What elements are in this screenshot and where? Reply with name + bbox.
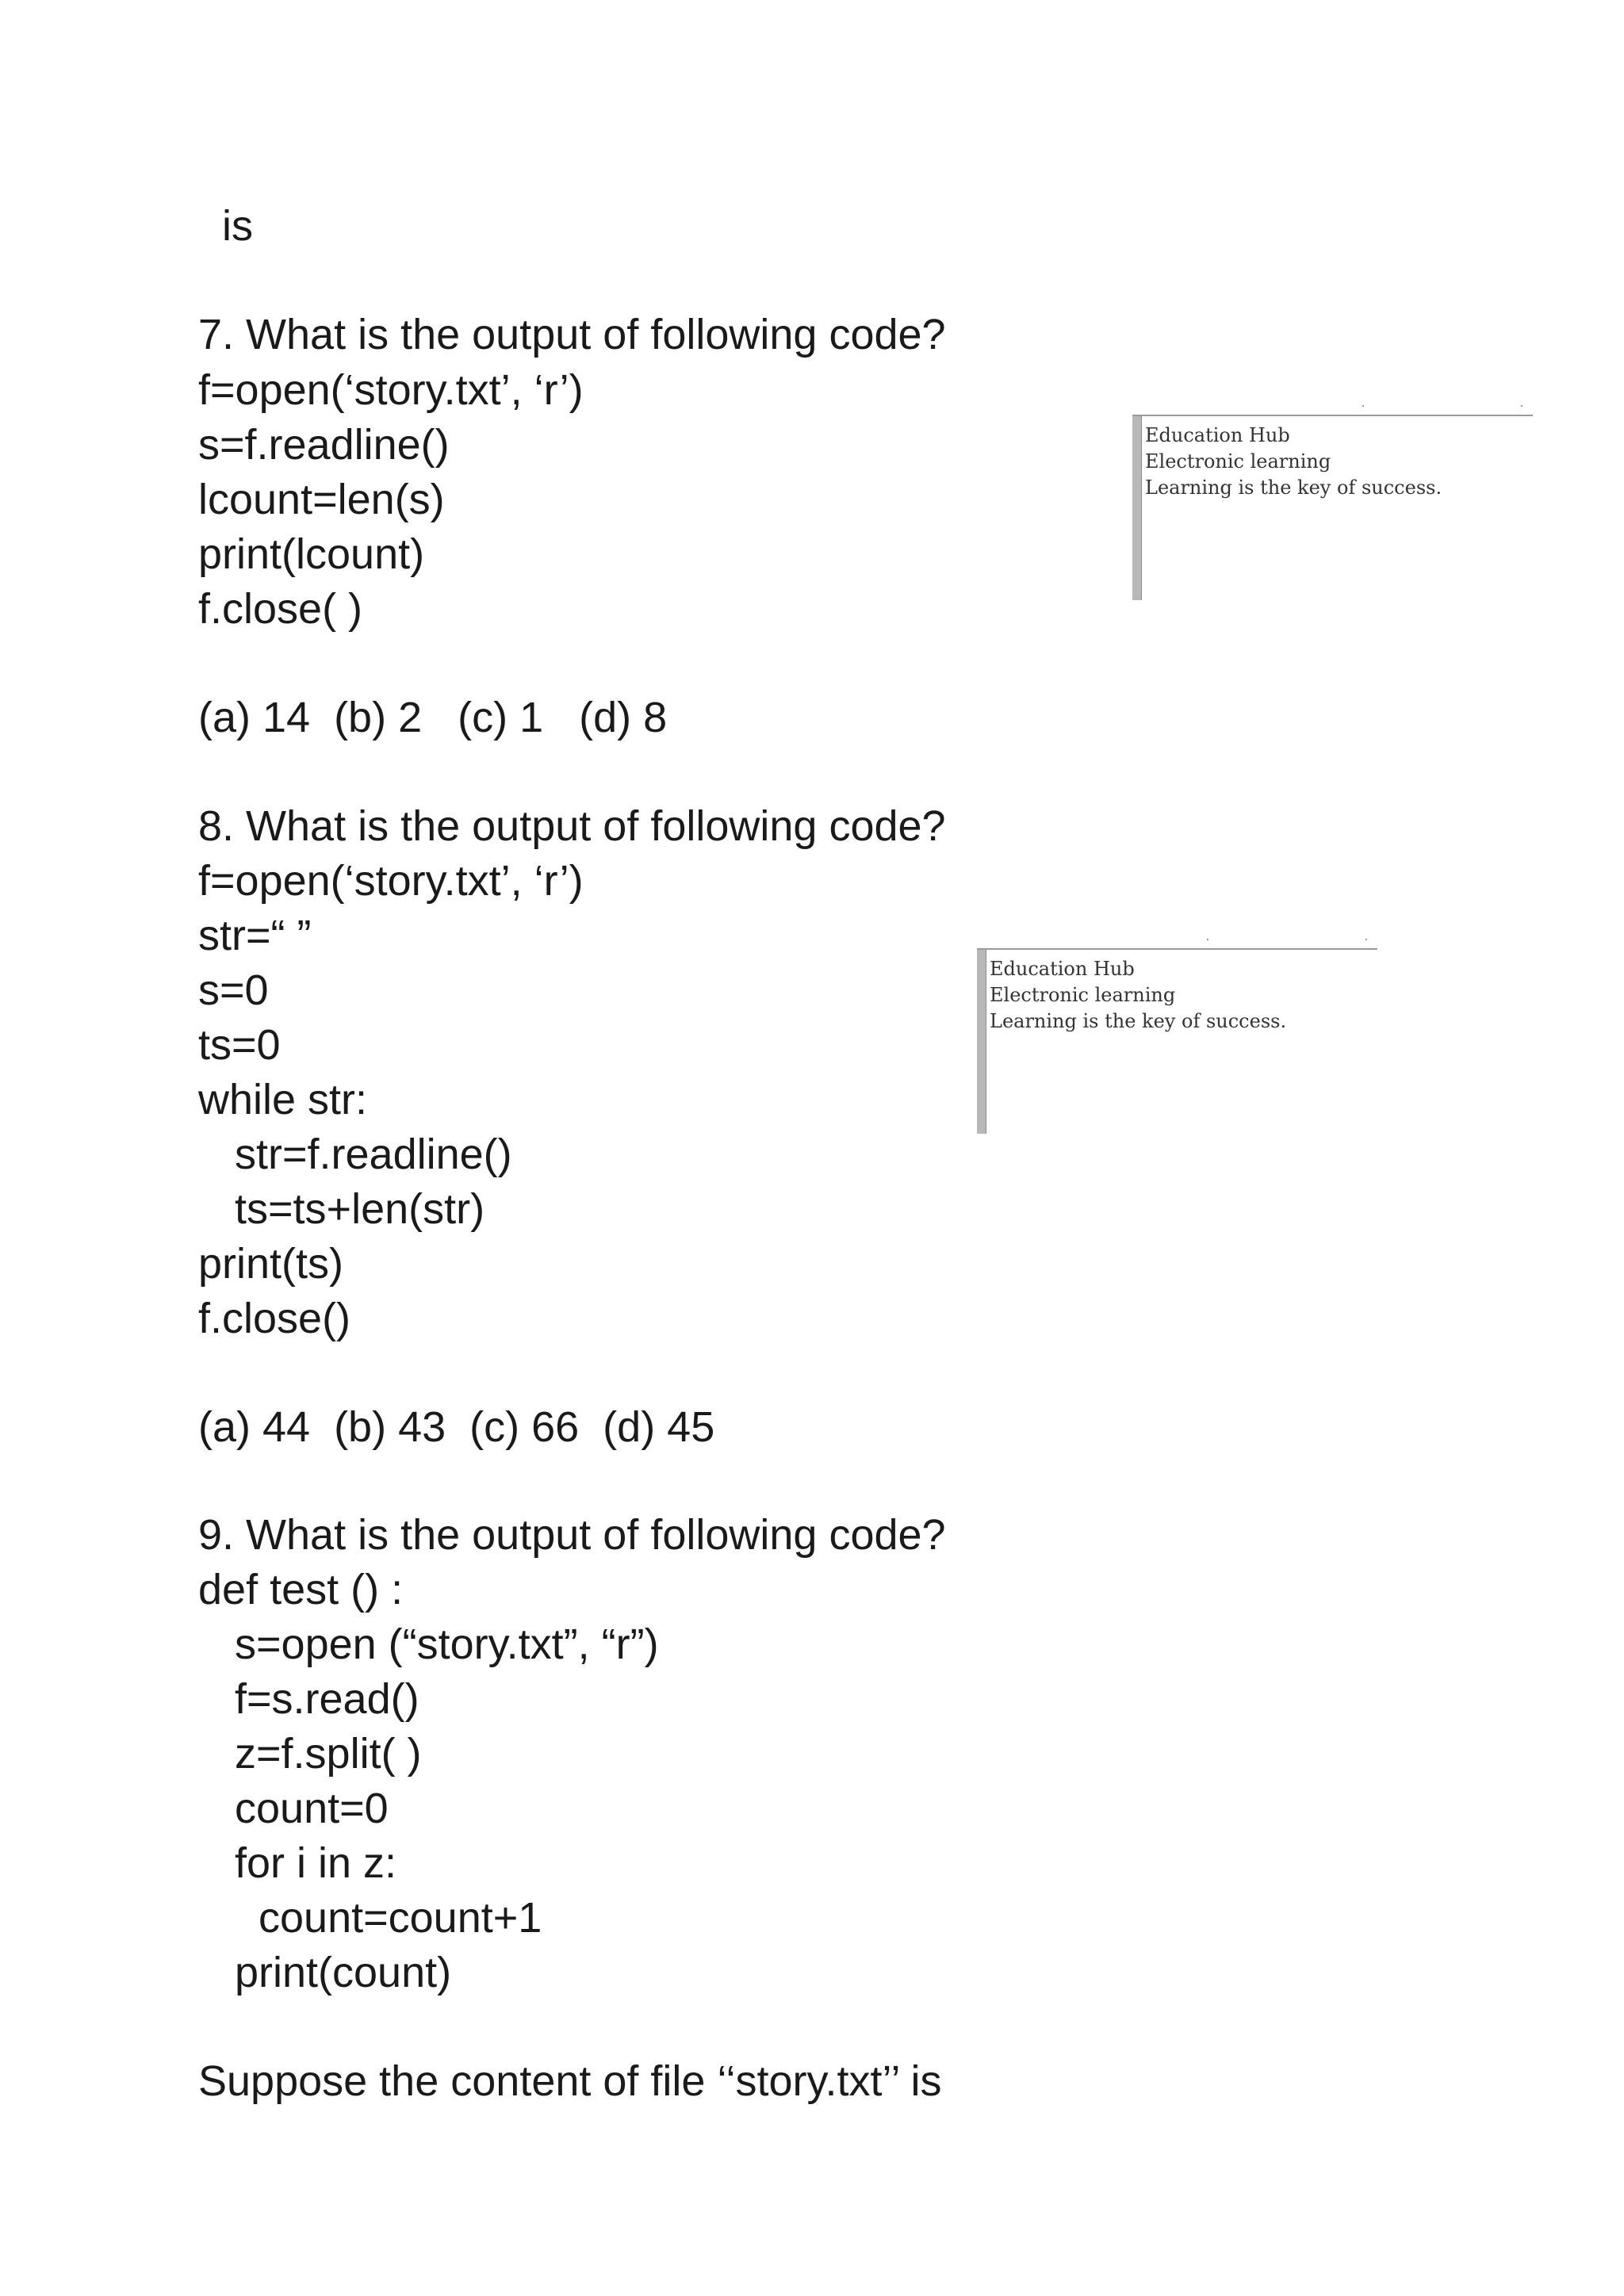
file-line: Electronic learning [1145, 450, 1331, 473]
intro-text: is [222, 202, 253, 250]
q9-code-line: z=f.split( ) [235, 1730, 422, 1777]
q9-code-line: count=count+1 [259, 1894, 542, 1942]
q8-code-line: while str: [198, 1076, 368, 1123]
file-line: Learning is the key of success. [1145, 476, 1442, 499]
q7-question: 7. What is the output of following code? [198, 311, 946, 358]
q7-code-line: lcount=len(s) [198, 476, 445, 523]
q9-code-line: f=s.read() [235, 1675, 419, 1723]
q9-suppose-text: Suppose the content of file ‘‘story.txt’’ is [198, 2057, 942, 2105]
q9-code-line: print(count) [235, 1949, 452, 1996]
q7-code-line: print(lcount) [198, 530, 425, 578]
q7-code-line: s=f.readline() [198, 421, 450, 469]
q9-code-line: s=open (“story.txt”, “r”) [235, 1621, 659, 1668]
q8-options: (a) 44 (b) 43 (c) 66 (d) 45 [198, 1403, 715, 1451]
q8-code-line: str=“ ” [198, 912, 312, 959]
q8-code-line: ts=0 [198, 1021, 281, 1069]
editor-gutter [1132, 416, 1142, 600]
q8-file-preview [977, 948, 1377, 1135]
q9-code-line: def test () : [198, 1566, 404, 1613]
q8-code-line: s=0 [198, 966, 269, 1014]
q9-question: 9. What is the output of following code? [198, 1511, 946, 1559]
file-line: Electronic learning [990, 984, 1176, 1006]
q7-options: (a) 14 (b) 2 (c) 1 (d) 8 [198, 694, 668, 741]
file-line: Learning is the key of success. [990, 1010, 1287, 1032]
q8-code-line: f=open(‘story.txt’, ‘r’) [198, 857, 584, 905]
q8-question: 8. What is the output of following code? [198, 802, 946, 850]
file-line: Education Hub [1145, 424, 1290, 446]
q7-code-line: f.close( ) [198, 585, 363, 633]
file-line: Education Hub [990, 958, 1135, 980]
q8-code-line: f.close() [198, 1295, 351, 1342]
q8-code-line: print(ts) [198, 1240, 344, 1288]
q8-code-line: str=f.readline() [235, 1131, 512, 1178]
q8-code-line: ts=ts+len(str) [235, 1185, 485, 1233]
q7-code-line: f=open(‘story.txt’, ‘r’) [198, 366, 584, 414]
q9-code-line: count=0 [235, 1785, 389, 1832]
q7-file-preview [1132, 415, 1533, 602]
q9-code-line: for i in z: [235, 1839, 397, 1887]
editor-gutter [977, 950, 986, 1134]
